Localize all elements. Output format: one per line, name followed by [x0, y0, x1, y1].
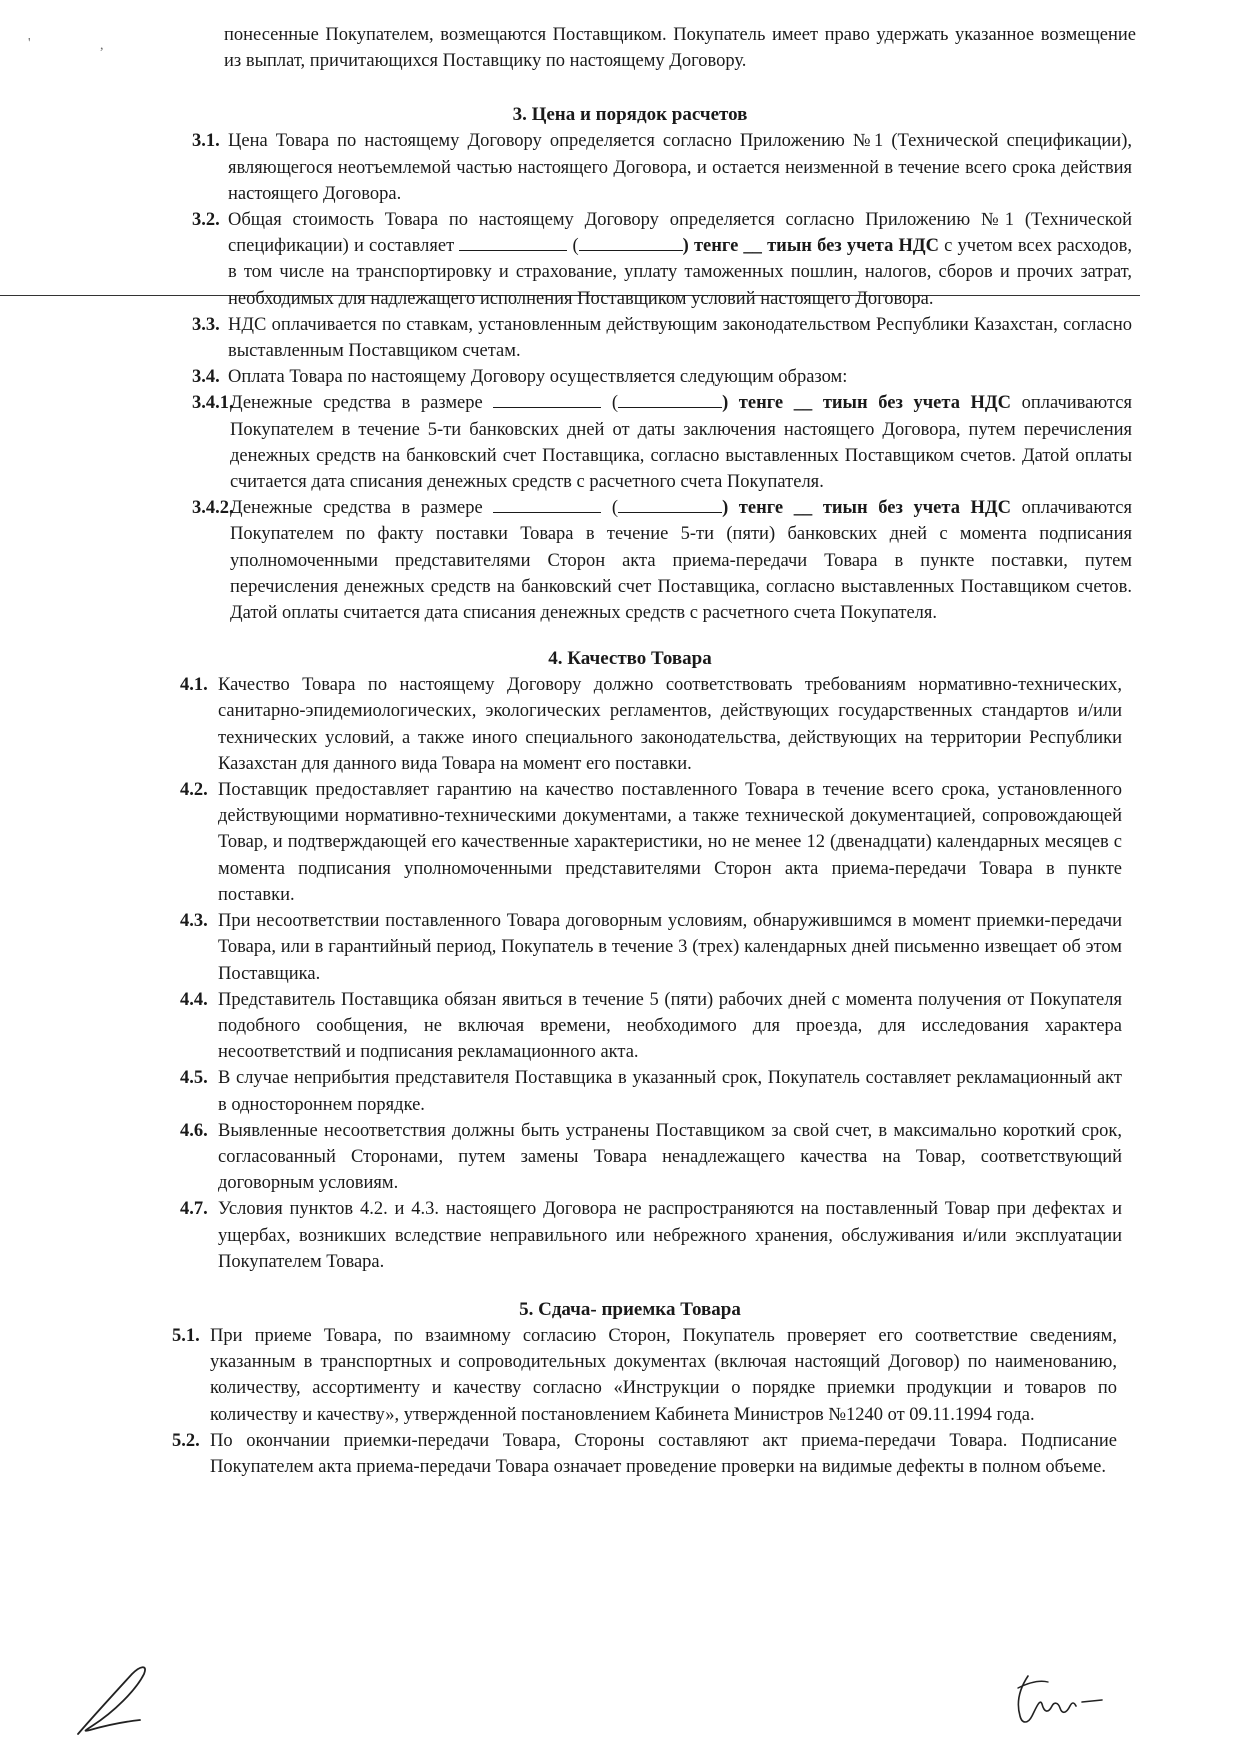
clause-text: НДС оплачивается по ставкам, установленным действующим законодательством Республики Казахстан, согласно выставленным Поставщиком счетам. [228, 314, 1132, 362]
clause-text: Качество Товара по настоящему Договору должно соответствовать требованиям нормативно-технических, санитарно-эпидемиологических, экологических регламентов, действующих государственных стандартов и/или технических условий, а также иного специального законодательства, действующих на территории Республики Казахстан для данного вида Товара на момент его поставки. [218, 675, 1122, 774]
section-3 [192, 128, 1132, 626]
scan-mark: , [100, 38, 104, 53]
clause-3-4-1 [192, 390, 1132, 495]
clause-number: 4.1. [180, 675, 208, 696]
left-signature [70, 1660, 160, 1740]
clause-text: По окончании приемки-передачи Товара, Стороны составляют акт приема-передачи Товара. Подписание Покупателем акта приема-передачи Товара означает проведение проверки на видимые дефекты в полном объеме. [210, 1430, 1117, 1477]
clause-5-1 [172, 1323, 1117, 1428]
clause-text: Поставщик предоставляет гарантию на качество поставленного Товара в течение всего срока, установленного действующими нормативно-техническими документами, а также технической документацией, сопровождающей Товар, и подтверждающей его качественные характеристики, но не менее 12 (двенадцати) календарных месяцев с момента подписания уполномоченными представителями Сторон акта приема-передачи Товара в пункте поставки. [218, 780, 1122, 905]
right-signature [1010, 1668, 1120, 1734]
amount-words-blank [618, 496, 722, 513]
clause-5-2 [172, 1428, 1117, 1480]
clause-3-1 [192, 128, 1132, 207]
clause-number: 3.2. [192, 210, 220, 231]
clause-number: 3.3. [192, 314, 220, 335]
clause-text: При несоответствии поставленного Товара договорным условиям, обнаружившимся в момент приемки-передачи Товара, или в гарантийный период, Покупатель в течение 3 (трех) календарных дней письменно извещает об этом Поставщика. [218, 911, 1122, 984]
clause-number: 5.1. [172, 1325, 200, 1346]
clause-number: 5.2. [172, 1430, 200, 1451]
clause-text: Общая стоимость Товара по настоящему Договору определяется согласно Приложению №1 (Технической спецификации) и составляет ( ) тенге __ тиын без учета НДС с учетом всех расходов, в том числе на транспортировку и страхование, уплату таможенных пошлин, налогов, сборов и прочих затрат, необходимых для надлежащего исполнения Поставщиком условий настоящего Договора. [228, 210, 1132, 309]
clause-text: Условия пунктов 4.2. и 4.3. настоящего Договора не распространяются на поставленный Товар при дефектах и ущербах, возникших вследствие неправильного или небрежного хранения, обслуживания и/или эксплуатации Покупателем Товара. [218, 1199, 1122, 1272]
section-3-heading: 3. Цена и порядок расчетов [512, 104, 748, 126]
intro-paragraph: понесенные Покупателем, возмещаются Поставщиком. Покупатель имеет право удержать указанное возмещение из выплат, причитающихся Поставщику по настоящему Договору. [224, 25, 1136, 72]
clause-4-5 [180, 1065, 1122, 1117]
clause-text: Представитель Поставщика обязан явиться в течение 5 (пяти) рабочих дней с момента получения от Покупателя подобного сообщения, не включая времени, необходимого для проезда, для исследования характера несоответствий и подписания рекламационного акта. [218, 989, 1122, 1063]
clause-text: В случае неприбытия представителя Поставщика в указанный срок, Покупатель составляет рекламационный акт в одностороннем порядке. [218, 1068, 1122, 1115]
clause-number: 3.4.1. [192, 393, 234, 414]
clause-text: При приеме Товара, по взаимному согласию Сторон, Покупатель проверяет его соответствие сведениям, указанным в транспортных и сопроводительных документах (включая настоящий Договор) по наименованию, количеству, ассортименту и качеству согласно «Инструкции о порядке приемки продукции и товаров по количеству и качеству», утвержденной постановлением Кабинета Министров №1240 от 09.11.1994 года. [210, 1325, 1117, 1425]
clause-4-2 [180, 777, 1122, 908]
clause-text: Цена Товара по настоящему Договору определяется согласно Приложению №1 (Технической спецификации), являющегося неотъемлемой частью настоящего Договора, и остается неизменной в течение всего срока действия настоящего Договора. [228, 131, 1132, 204]
amount-blank [493, 391, 601, 408]
clause-3-4 [192, 364, 1132, 390]
section-5 [172, 1323, 1117, 1480]
clause-3-4-2 [192, 495, 1132, 626]
clause-4-3 [180, 908, 1122, 987]
clause-text: Выявленные несоответствия должны быть устранены Поставщиком за свой счет, в максимально короткий срок, согласованный Сторонами, путем замены Товара ненадлежащего качества на Товар, соответствующий договорным условиям. [218, 1120, 1122, 1194]
clause-4-1 [180, 672, 1122, 777]
clause-4-4 [180, 987, 1122, 1066]
clause-number: 3.1. [192, 131, 220, 152]
amount-blank [459, 234, 567, 251]
clause-number: 4.5. [180, 1068, 208, 1089]
clause-4-7 [180, 1196, 1122, 1275]
clause-4-6 [180, 1118, 1122, 1197]
clause-text: Оплата Товара по настоящему Договору осуществляется следующим образом: [228, 367, 848, 388]
scan-mark: ' [28, 36, 31, 51]
amount-words-blank [579, 234, 683, 251]
clause-3-3 [192, 312, 1132, 364]
clause-number: 3.4.2. [192, 498, 234, 519]
clause-number: 4.2. [180, 780, 208, 801]
section-4 [180, 672, 1122, 1275]
clause-number: 3.4. [192, 367, 220, 388]
amount-blank [493, 496, 601, 513]
section-4-heading: 4. Качество Товара [548, 648, 712, 670]
amount-words-blank [618, 391, 722, 408]
clause-3-2 [192, 207, 1132, 312]
document-body [0, 22, 1240, 1480]
clause-number: 4.7. [180, 1199, 208, 1220]
clause-number: 4.4. [180, 989, 208, 1010]
clause-text: Денежные средства в размере ( ) тенге __ тиын без учета НДС оплачиваются Покупателем по факту поставки Товара в течение 5-ти (пяти) банковских дней с момента подписания уполномоченными представителями Сторон акта приема-передачи Товара в пункте поставки, путем перечисления денежных средств на банковский счет Поставщика, согласно выставленных Поставщиком счетов. Датой оплаты считается дата списания денежных средств с расчетного счета Покупателя. [230, 498, 1132, 624]
clause-number: 4.6. [180, 1120, 208, 1141]
clause-text: Денежные средства в размере ( ) тенге __ тиын без учета НДС оплачиваются Покупателем в течение 5-ти банковских дней от даты заключения настоящего Договора, путем перечисления денежных средств на банковский счет Поставщика, согласно выставленных Поставщиком счетов. Датой оплаты считается дата списания денежных средств с расчетного счета Покупателя. [230, 393, 1132, 493]
clause-number: 4.3. [180, 911, 208, 932]
section-5-heading: 5. Сдача- приемка Товара [519, 1298, 741, 1320]
